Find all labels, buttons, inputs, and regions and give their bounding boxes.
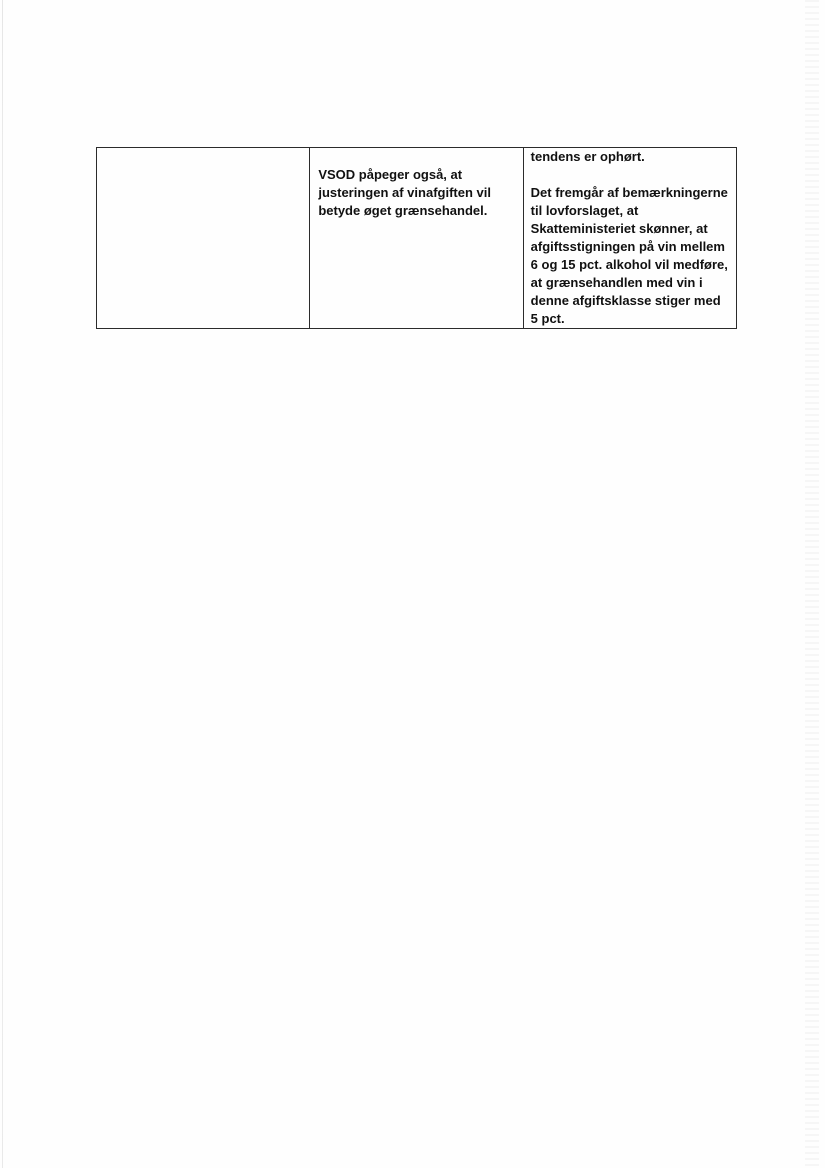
- table-row: [97, 148, 737, 329]
- cell-party: [97, 148, 310, 329]
- scan-edge-left: [2, 0, 3, 1168]
- response-paragraph-2: Det fremgår af bemærkningerne til lovforslaget, at Skatteministeriet skønner, at afgiftsstigningen på vin mellem 6 og 15 pct. alkohol vil medføre, at grænsehandlen med vin i denne afgiftsklasse stiger med 5 pct.: [530, 185, 728, 326]
- comment-text: VSOD påpeger også, at justeringen af vinafgiften vil betyde øget grænsehandel.: [318, 167, 491, 218]
- response-paragraph-1: tendens er ophørt.: [530, 149, 645, 164]
- consultation-response-table: [96, 147, 737, 329]
- cell-comment: [310, 148, 523, 329]
- cell-ministry-response: [523, 148, 736, 329]
- scan-edge-right: [805, 0, 819, 1168]
